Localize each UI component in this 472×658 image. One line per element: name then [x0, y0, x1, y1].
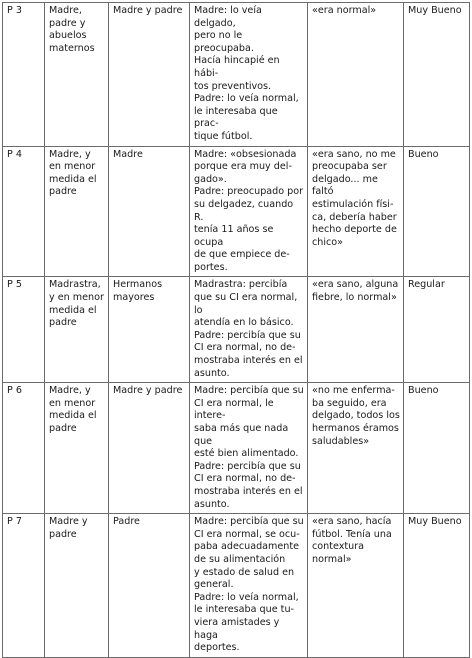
table-row: [3, 3, 470, 147]
cell-caregiver: Padre: [109, 514, 190, 658]
cell-quote: «era normal»: [308, 3, 404, 147]
cell-household: Madre, y en menor medida el padre: [45, 146, 109, 277]
table-row: [3, 383, 470, 514]
cell-household: Madre y padre: [45, 514, 109, 658]
table-row: [3, 146, 470, 277]
cell-rating: Bueno: [404, 146, 470, 277]
cell-perception: Madre: «obsesionada porque era muy del- gado». Padre: preocupado por su delgadez, cuando R. tenía 11 años se ocupa de que empiece de- portes.: [190, 146, 308, 277]
cell-participant: P 3: [3, 3, 45, 147]
cell-rating: Muy Bueno: [404, 3, 470, 147]
cell-household: Madre, padre y abuelos maternos: [45, 3, 109, 147]
cell-participant: P 6: [3, 383, 45, 514]
cell-quote: «era sano, alguna fiebre, lo normal»: [308, 277, 404, 383]
cell-participant: P 5: [3, 277, 45, 383]
cell-participant: P 4: [3, 146, 45, 277]
cell-perception: Madre: percibía que su CI era normal, le intere- saba más que nada que esté bien alimentado. Padre: percibía que su CI era normal, no de- mostraba interés en el asunto.: [190, 383, 308, 514]
cell-quote: «era sano, no me preocupaba ser delgado... me faltó estimulación físi- ca, debería haber hecho deporte de chico»: [308, 146, 404, 277]
cell-caregiver: Madre y padre: [109, 383, 190, 514]
cell-quote: «era sano, hacía fútbol. Tenía una contextura normal»: [308, 514, 404, 658]
cell-household: Madrastra, y en menor medida el padre: [45, 277, 109, 383]
cell-rating: Regular: [404, 277, 470, 383]
cell-rating: Muy Bueno: [404, 514, 470, 658]
table-row: [3, 514, 470, 658]
cell-perception: Madre: lo veía delgado, pero no le preocupaba. Hacía hincapié en hábi- tos preventivos. Padre: lo veía normal, le interesaba que prac- tique fútbol.: [190, 3, 308, 147]
cell-household: Madre, y en menor medida el padre: [45, 383, 109, 514]
table-row: [3, 277, 470, 383]
cell-caregiver: Hermanos mayores: [109, 277, 190, 383]
cell-perception: Madrastra: percibía que su CI era normal, lo atendía en lo básico. Padre: percibía que su CI era normal, no de- mostraba interés en el asunto.: [190, 277, 308, 383]
cell-caregiver: Madre y padre: [109, 3, 190, 147]
cell-perception: Madre: percibía que su CI era normal, se ocu- paba adecuadamente de su alimentación y estado de salud en general. Padre: lo veía normal, le interesaba que tu- viera amistades y haga deportes.: [190, 514, 308, 658]
cell-caregiver: Madre: [109, 146, 190, 277]
cell-quote: «no me enferma- ba seguido, era delgado, todos los hermanos éramos saludables»: [308, 383, 404, 514]
cell-participant: P 7: [3, 514, 45, 658]
data-table: [2, 2, 470, 658]
cell-rating: Bueno: [404, 383, 470, 514]
